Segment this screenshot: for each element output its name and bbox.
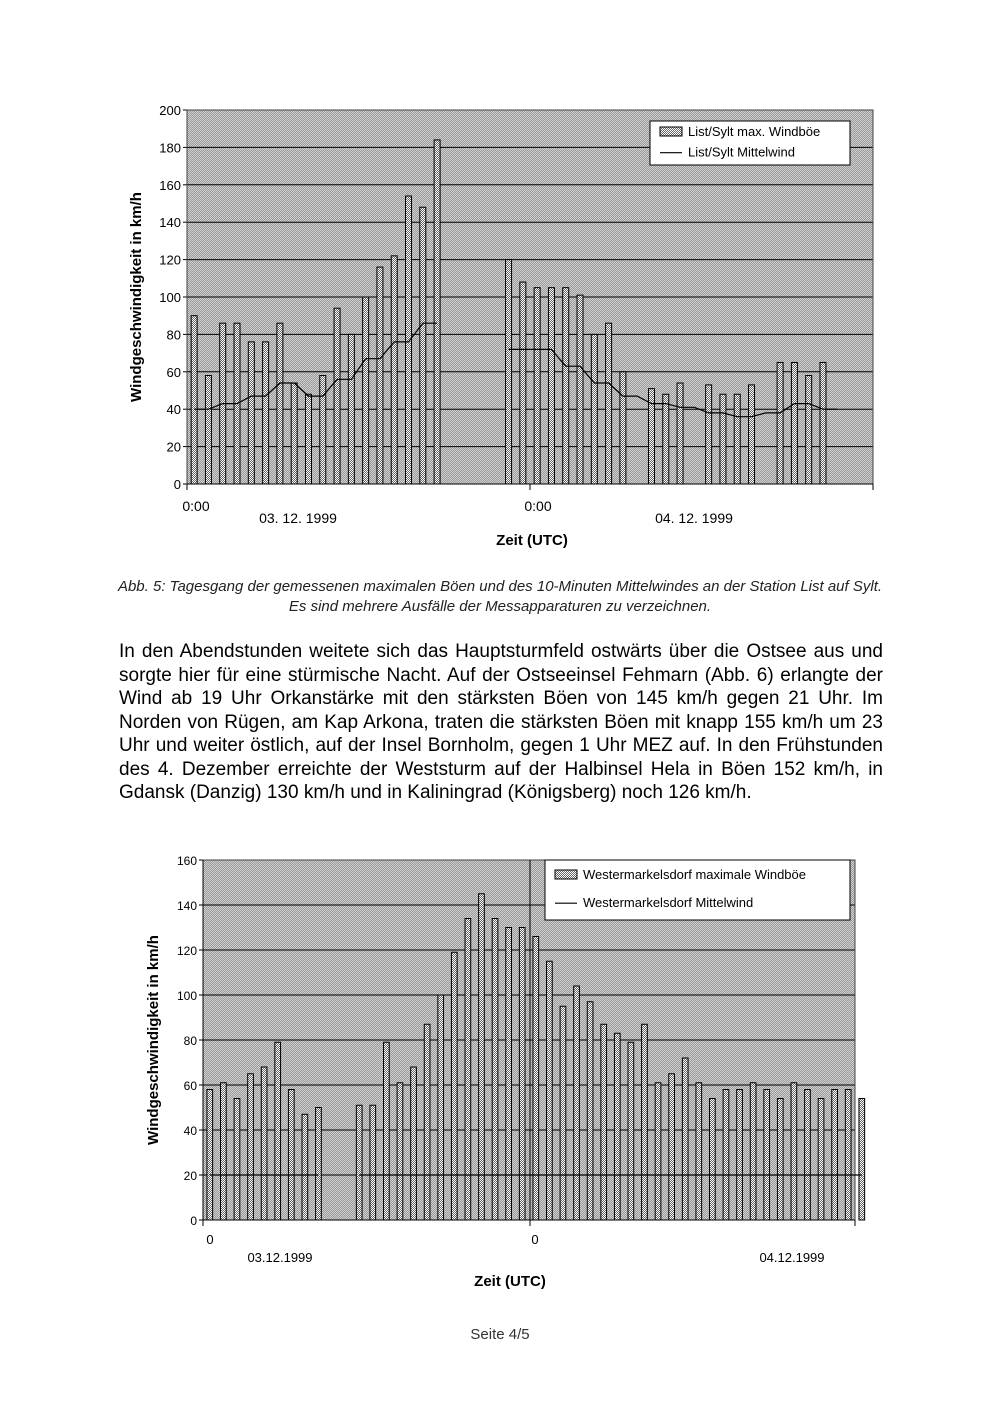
bar [628,1042,634,1220]
bar [547,961,553,1220]
y-tick-label: 140 [176,899,197,913]
page-number: Seite 4/5 [470,1326,530,1343]
bar [291,383,297,484]
bar [677,383,683,484]
figure-caption: Abb. 5: Tagesgang der gemessenen maximalen Böen und des 10-Minuten Mittelwindes an der Station List auf Sylt. Es sind mehrere Ausfälle der Messapparaturen zu verzeichnen. [117,578,883,615]
bar [587,1002,593,1220]
bar [277,323,283,484]
bar [806,376,812,484]
y-tick-label: 120 [159,252,181,268]
bar [248,1074,254,1220]
bar [737,1090,743,1221]
bar [434,140,440,484]
bar [205,376,211,484]
bar [424,1024,430,1220]
y-tick-label: 60 [166,364,181,380]
bar [563,288,569,484]
x-tick-label: 0 [206,1232,214,1247]
x-axis-title: Zeit (UTC) [474,1273,546,1290]
bar [577,295,583,484]
y-axis-title: Windgeschwindigkeit in km/h [128,192,145,402]
bar [288,1090,294,1221]
bar [207,1090,213,1221]
legend-entry: List/Sylt Mittelwind [688,144,795,160]
bar [520,282,526,484]
bar [370,1105,376,1220]
bar [642,1024,648,1220]
x-axis-title: Zeit (UTC) [496,532,568,549]
bar [777,362,783,484]
y-tick-label: 100 [176,989,197,1003]
bar [320,376,326,484]
bar [221,1083,227,1220]
bar [791,362,797,484]
y-tick-label: 40 [166,402,181,418]
bar [614,1033,620,1220]
bar [820,362,826,484]
bar [438,995,444,1220]
bar [302,1114,308,1220]
y-tick-label: 80 [166,327,181,343]
x-tick-label: 0 [531,1232,539,1247]
bar [832,1090,838,1221]
body-paragraph: In den Abendstunden weitete sich das Hauptsturmfeld ostwärts über die Ostsee aus und sorgte hier für eine stürmische Nacht. Auf der Ostseeinsel Fehmarn (Abb. 6) erlangte der Wind ab 19 Uhr Orkanstärke mit den stärksten Böen von 145 km/h gegen 21 Uhr. Im Norden von Rügen, am Kap Arkona, traten die stärksten Böen mit knapp 155 km/h um 23 Uhr und weiter östlich, auf der Insel Bornholm, gegen 1 Uhr MEZ auf. In den Frühstunden des 4. Dezember erreichte der Weststurm auf der Halbinsel Hela in Böen 152 km/h, in Gdansk (Danzig) 130 km/h und in Kaliningrad (Königsberg) noch 126 km/h. [119,641,883,803]
bar [248,342,254,484]
bar [574,986,580,1220]
y-tick-label: 60 [183,1079,197,1093]
legend-swatch-bar [660,127,682,136]
bar [601,1024,607,1220]
bar [723,1090,729,1221]
y-tick-label: 20 [183,1169,197,1183]
bar [845,1090,851,1221]
bar [620,372,626,484]
bar [234,1099,240,1221]
bar [710,1099,716,1221]
y-tick-label: 0 [190,1214,197,1228]
y-tick-label: 40 [183,1124,197,1138]
bar [548,288,554,484]
bar [669,1074,675,1220]
legend-entry: List/Sylt max. Windböe [688,124,821,139]
bar [479,894,485,1220]
bar [791,1083,797,1220]
bar [663,394,669,484]
bar [606,323,612,484]
bar [859,1099,865,1221]
bar [263,342,269,484]
chart-list-sylt [0,95,1000,555]
bar [384,1042,390,1220]
bar [764,1090,770,1221]
y-tick-label: 200 [159,103,181,118]
bar [682,1058,688,1220]
legend-entry: Westermarkelsdorf Mittelwind [583,895,754,911]
bar [506,928,512,1221]
bar [706,385,712,484]
bar [560,1006,566,1220]
bar [420,207,426,484]
y-axis-title: Windgeschwindigkeit in km/h [145,935,162,1145]
bar [356,1105,362,1220]
legend-entry: Westermarkelsdorf maximale Windböe [583,867,806,882]
bar [348,334,354,484]
bar [411,1067,417,1220]
x-tick-label: 0:00 [524,498,552,514]
y-tick-label: 100 [159,290,181,305]
y-tick-label: 180 [159,140,181,156]
bar [506,260,512,484]
y-tick-label: 160 [176,854,197,868]
y-tick-label: 80 [183,1034,197,1048]
date-label: 03. 12. 1999 [259,510,337,526]
y-tick-label: 120 [176,944,197,958]
bar [696,1083,702,1220]
y-tick-label: 0 [173,477,181,492]
x-tick-label: 0:00 [182,498,210,514]
bar [275,1042,281,1220]
bar [720,394,726,484]
bar [591,334,597,484]
y-tick-label: 20 [166,439,181,455]
bar [805,1090,811,1221]
date-label: 03.12.1999 [247,1250,313,1265]
bar [363,297,369,484]
bar [191,316,197,484]
y-tick-label: 140 [159,215,181,231]
bar [519,928,525,1221]
bar [818,1099,824,1221]
date-label: 04. 12. 1999 [655,510,733,526]
bar [391,256,397,484]
bar [655,1083,661,1220]
bar [397,1083,403,1220]
bar [777,1099,783,1221]
y-tick-label: 160 [159,177,181,193]
bar [749,385,755,484]
legend-swatch-bar [555,870,577,879]
bar [305,394,311,484]
bar [451,952,457,1220]
bar [534,288,540,484]
date-label: 04.12.1999 [759,1250,825,1265]
bar [533,937,539,1221]
bar [750,1083,756,1220]
bar [316,1108,322,1221]
bar [734,394,740,484]
bar [261,1067,267,1220]
chart-westermarkelsdorf [0,845,1000,1295]
bar [334,308,340,484]
bar [377,267,383,484]
